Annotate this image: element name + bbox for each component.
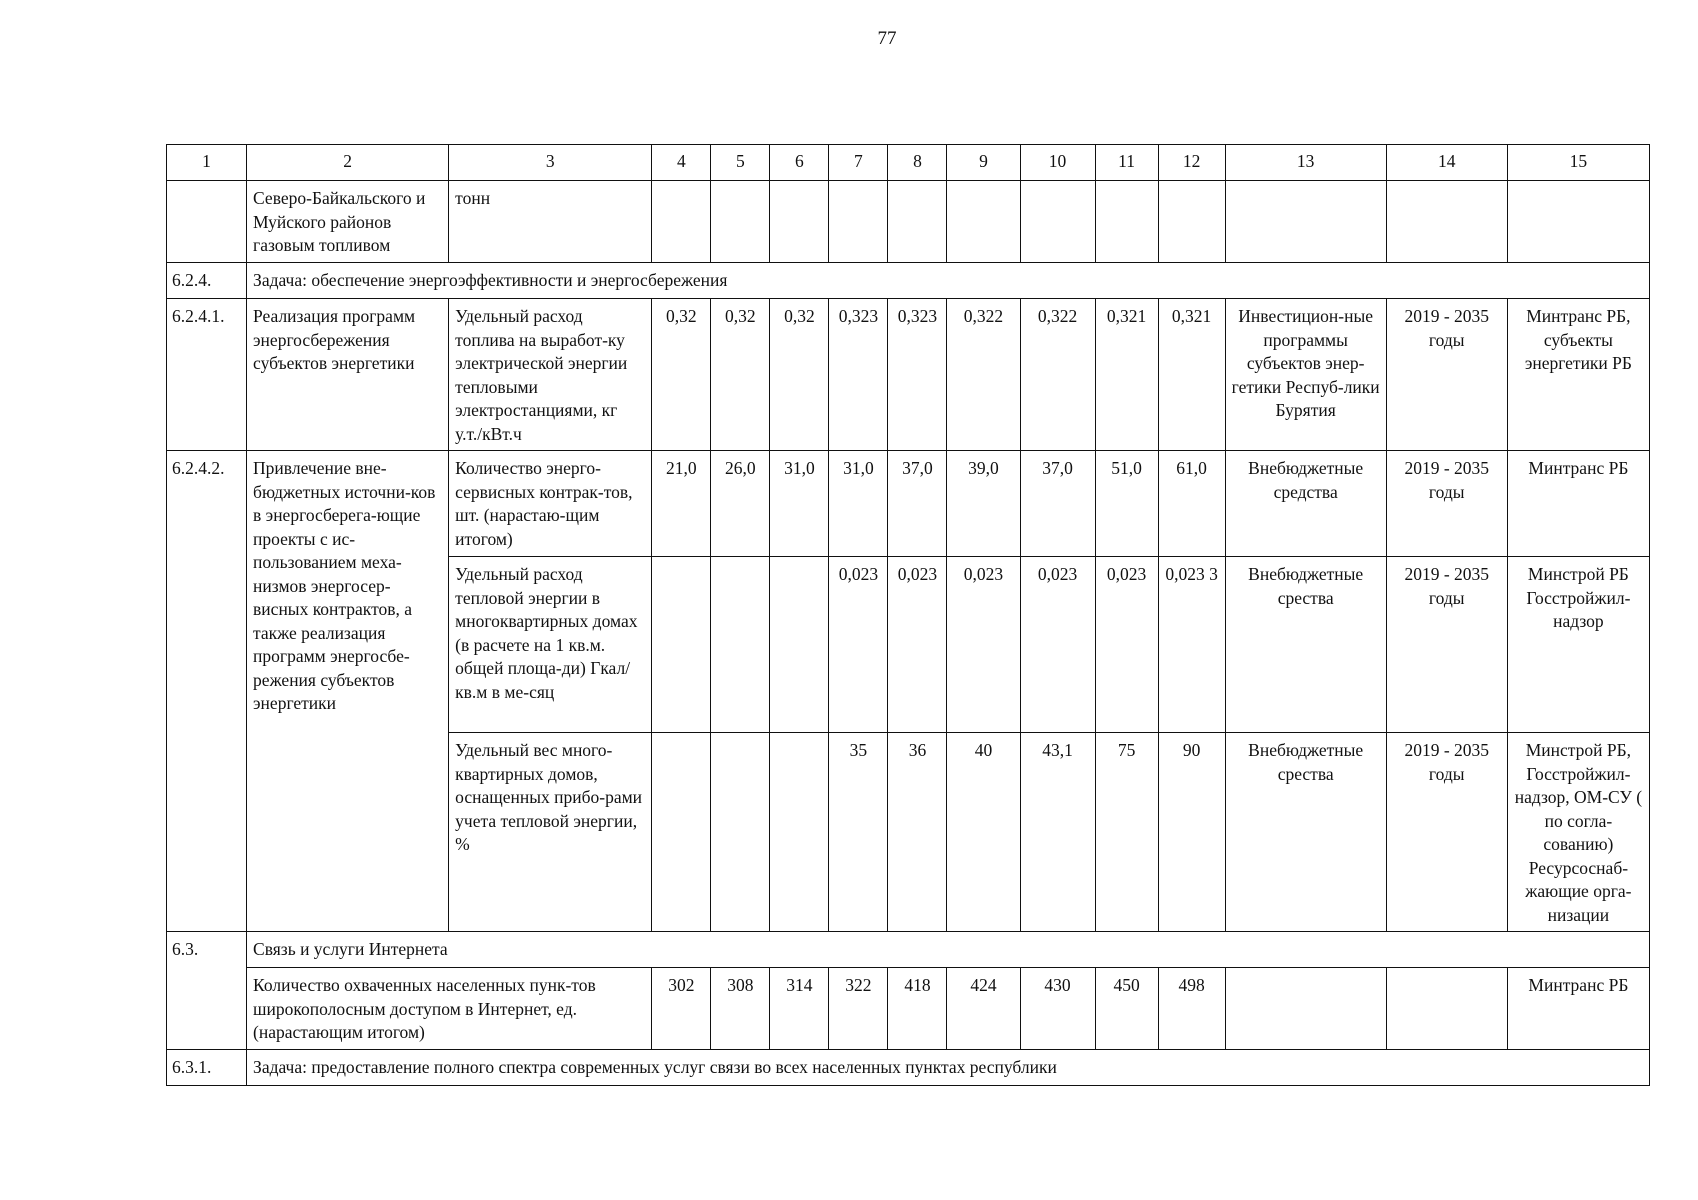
header-cell: 14	[1386, 145, 1507, 181]
table-row	[167, 451, 1650, 557]
value-cell: 0,322	[947, 299, 1020, 451]
indicator-cell: Количество энерго-сервисных контрак-тов, шт. (нарастаю-щим итогом)	[449, 451, 652, 557]
value-cell: 308	[711, 968, 770, 1050]
source-cell: Внебюджетные средства	[1225, 451, 1386, 557]
value-cell: 36	[888, 733, 947, 932]
code-cell: 6.3.	[167, 932, 247, 1050]
code-cell	[167, 181, 247, 263]
value-cell: 0,023	[947, 557, 1020, 733]
value-cell: 90	[1158, 733, 1225, 932]
table-row	[167, 968, 1650, 1050]
header-cell: 5	[711, 145, 770, 181]
period-cell: 2019 - 2035 годы	[1386, 299, 1507, 451]
value-cell	[770, 733, 829, 932]
section-title: Задача: предоставление полного спектра современных услуг связи во всех населенных пунктах республики	[247, 1050, 1650, 1086]
value-cell: 0,32	[711, 299, 770, 451]
code-cell: 6.2.4.	[167, 263, 247, 299]
value-cell: 0,321	[1158, 299, 1225, 451]
value-cell: 0,023	[829, 557, 888, 733]
value-cell: 302	[652, 968, 711, 1050]
header-cell: 7	[829, 145, 888, 181]
value-cell: 0,023	[1020, 557, 1095, 733]
header-cell: 13	[1225, 145, 1386, 181]
source-cell: Внебюджетные срества	[1225, 733, 1386, 932]
value-cell	[652, 557, 711, 733]
value-cell	[711, 733, 770, 932]
table-row	[167, 299, 1650, 451]
value-cell	[652, 733, 711, 932]
value-cell: 0,322	[1020, 299, 1095, 451]
value-cell: 35	[829, 733, 888, 932]
value-cell: 61,0	[1158, 451, 1225, 557]
value-cell: 450	[1095, 968, 1158, 1050]
header-cell: 3	[449, 145, 652, 181]
indicator-cell: Удельный расход тепловой энергии в многоквартирных домах (в расчете на 1 кв.м. общей площа-ди) Гкал/ кв.м в ме-сяц	[449, 557, 652, 733]
indicator-cell: Количество охваченных населенных пунк-тов широкополосным доступом в Интернет, ед. (нарастающим итогом)	[247, 968, 652, 1050]
value-cell: 21,0	[652, 451, 711, 557]
header-cell: 10	[1020, 145, 1095, 181]
executor-cell: Минтранс РБ	[1507, 451, 1649, 557]
value-cell: 0,321	[1095, 299, 1158, 451]
code-cell: 6.2.4.1.	[167, 299, 247, 451]
value-cell: 0,32	[652, 299, 711, 451]
indicator-cell: Удельный расход топлива на выработ-ку электрической энергии тепловыми электростанциями, кг у.т./кВт.ч	[449, 299, 652, 451]
value-cell: 0,323	[829, 299, 888, 451]
executor-cell: Минстрой РБ, Госстройжил-надзор, ОМ-СУ ( по согла-сованию) Ресурсоснаб-жающие орга-низации	[1507, 733, 1649, 932]
value-cell: 0,023	[1095, 557, 1158, 733]
value-cell: 314	[770, 968, 829, 1050]
value-cell: 51,0	[1095, 451, 1158, 557]
value-cell: 418	[888, 968, 947, 1050]
executor-cell: Минстрой РБ Госстройжил-надзор	[1507, 557, 1649, 733]
value-cell: 31,0	[770, 451, 829, 557]
executor-cell: Минтранс РБ, субъекты энергетики РБ	[1507, 299, 1649, 451]
name-cell: Северо-Байкальского и Муйского районов газовым топливом	[247, 181, 449, 263]
source-cell: Внебюджетные срества	[1225, 557, 1386, 733]
code-cell: 6.3.1.	[167, 1050, 247, 1086]
name-cell: Привлечение вне-бюджетных источни-ков в энергосберега-ющие проекты с ис-пользованием меха-низмов энергосер-висных контрактов, а также реализация программ энергосбе-режения субъектов энергетики	[247, 451, 449, 932]
section-title: Задача: обеспечение энергоэффективности и энергосбережения	[247, 263, 1650, 299]
indicator-cell: тонн	[449, 181, 652, 263]
header-cell: 6	[770, 145, 829, 181]
value-cell: 0,323	[888, 299, 947, 451]
value-cell: 37,0	[888, 451, 947, 557]
value-cell: 37,0	[1020, 451, 1095, 557]
header-cell: 15	[1507, 145, 1649, 181]
value-cell: 430	[1020, 968, 1095, 1050]
period-cell: 2019 - 2035 годы	[1386, 557, 1507, 733]
value-cell: 26,0	[711, 451, 770, 557]
value-cell	[711, 557, 770, 733]
header-cell: 1	[167, 145, 247, 181]
period-cell: 2019 - 2035 годы	[1386, 451, 1507, 557]
header-cell: 11	[1095, 145, 1158, 181]
value-cell: 40	[947, 733, 1020, 932]
period-cell	[1386, 968, 1507, 1050]
source-cell: Инвестицион-ные программы субъектов энер-гетики Респуб-лики Бурятия	[1225, 299, 1386, 451]
value-cell: 75	[1095, 733, 1158, 932]
page-number: 77	[877, 28, 897, 49]
program-table	[166, 144, 1650, 1086]
period-cell: 2019 - 2035 годы	[1386, 733, 1507, 932]
value-cell: 39,0	[947, 451, 1020, 557]
name-cell: Реализация программ энергосбережения субъектов энергетики	[247, 299, 449, 451]
header-cell: 12	[1158, 145, 1225, 181]
value-cell	[770, 557, 829, 733]
section-title: Связь и услуги Интернета	[247, 932, 1650, 968]
value-cell: 31,0	[829, 451, 888, 557]
executor-cell: Минтранс РБ	[1507, 968, 1649, 1050]
header-cell: 4	[652, 145, 711, 181]
header-cell: 8	[888, 145, 947, 181]
header-row	[167, 145, 1650, 181]
indicator-cell: Удельный вес много-квартирных домов, оснащенных прибо-рами учета тепловой энергии, %	[449, 733, 652, 932]
value-cell: 424	[947, 968, 1020, 1050]
section-row	[167, 263, 1650, 299]
value-cell: 0,32	[770, 299, 829, 451]
value-cell: 43,1	[1020, 733, 1095, 932]
code-cell: 6.2.4.2.	[167, 451, 247, 932]
value-cell: 322	[829, 968, 888, 1050]
header-cell: 2	[247, 145, 449, 181]
value-cell: 0,023 3	[1158, 557, 1225, 733]
source-cell	[1225, 968, 1386, 1050]
value-cell: 0,023	[888, 557, 947, 733]
value-cell: 498	[1158, 968, 1225, 1050]
table-row	[167, 181, 1650, 263]
section-row	[167, 1050, 1650, 1086]
header-cell: 9	[947, 145, 1020, 181]
section-row	[167, 932, 1650, 968]
